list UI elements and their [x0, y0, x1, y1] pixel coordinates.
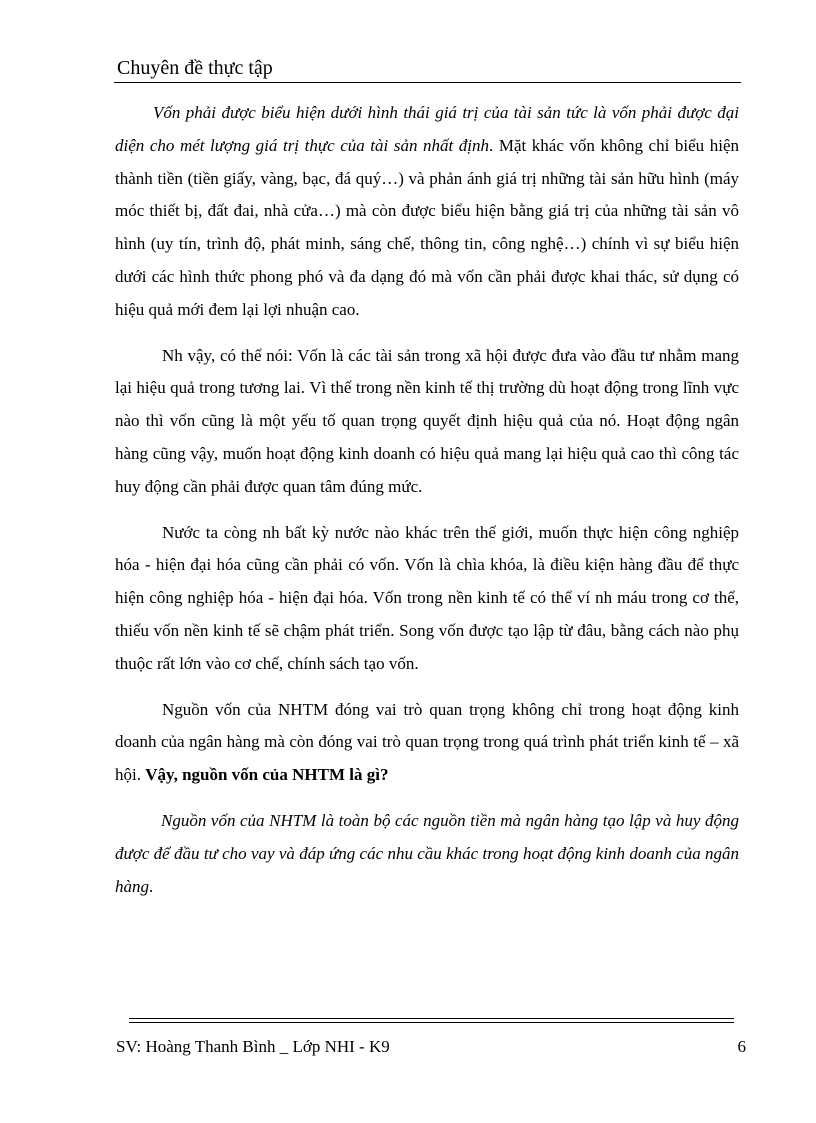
paragraph-5: [115, 805, 739, 903]
paragraph-5-italic-definition: Nguồn vốn của NHTM là toàn bộ các nguồn tiền mà ngân hàng tạo lập và huy động được để đầu tư cho vay và đáp ứng các nhu cầu khác trong hoạt động kinh doanh của ngân hàng: [115, 810, 739, 896]
page-number: 6: [737, 1037, 746, 1056]
document-body: [115, 97, 739, 916]
paragraph-5-end: .: [149, 876, 154, 896]
paragraph-2: Nh vậy, có thể nói: Vốn là các tài sản trong xã hội được đưa vào đầu tư nhằm mang lại hiệu quả trong tương lai. Vì thế trong nền kinh tế thị trường dù hoạt động trong lĩnh vực nào thì vốn cũng là một yếu tố quan trọng quyết định hiệu quả của nó. Hoạt động ngân hàng cũng vậy, muốn hoạt động kinh doanh có hiệu quả mang lại hiệu quả cao thì công tác huy động cần phải được quan tâm đúng mức.: [115, 345, 739, 496]
paragraph-1: [115, 97, 739, 327]
paragraph-4-text: Nguồn vốn của NHTM đóng vai trò quan trọng không chỉ trong hoạt động kinh doanh của ngân hàng mà còn đóng vai trò quan trọng trong quá trình phát triển kinh tế – xã hội.: [115, 699, 739, 785]
footer-double-rule: [129, 1018, 734, 1023]
page-header-title: Chuyên đề thực tập: [117, 57, 273, 79]
footer-student-info: SV: Hoàng Thanh Bình _ Lớp NHI - K9: [116, 1037, 390, 1056]
header-rule: [114, 82, 741, 83]
paragraph-1-text: . Mặt khác vốn không chỉ biểu hiện thành tiền (tiền giấy, vàng, bạc, đá quý…) và phản ánh giá trị những tài sản hữu hình (máy móc thiết bị, đất đai, nhà cửa…) mà còn được biểu hiện bằng giá trị của những tài sản vô hình (uy tín, trình độ, phát minh, sáng chế, thông tin, công nghệ…) chính vì sự biểu hiện dưới các hình thức phong phó và đa dạng đó mà vốn cần phải được khai thác, sử dụng có hiệu quả mới đem lại lợi nhuận cao.: [115, 135, 739, 319]
paragraph-4: [115, 694, 739, 792]
paragraph-4-bold-question: Vậy, nguồn vốn của NHTM là gì?: [145, 765, 389, 785]
paragraph-3: Nước ta còng nh bất kỳ nước nào khác trên thế giới, muốn thực hiện công nghiệp hóa - hiện đại hóa cũng cần phải có vốn. Vốn là chìa khóa, là điều kiện hàng đầu để thực hiện công nghiệp hóa - hiện đại hóa. Vốn trong nền kinh tế có thể ví nh máu trong cơ thể, thiếu vốn nền kinh tế sẽ chậm phát triển. Song vốn được tạo lập từ đâu, bằng cách nào phụ thuộc rất lớn vào cơ chế, chính sách tạo vốn.: [115, 522, 739, 673]
paragraph-1-italic-definition: Vốn phải được biểu hiện dưới hình thái giá trị của tài sản tức là vốn phải được đại diện cho mét lượng giá trị thực của tài sản nhất định: [115, 103, 739, 155]
